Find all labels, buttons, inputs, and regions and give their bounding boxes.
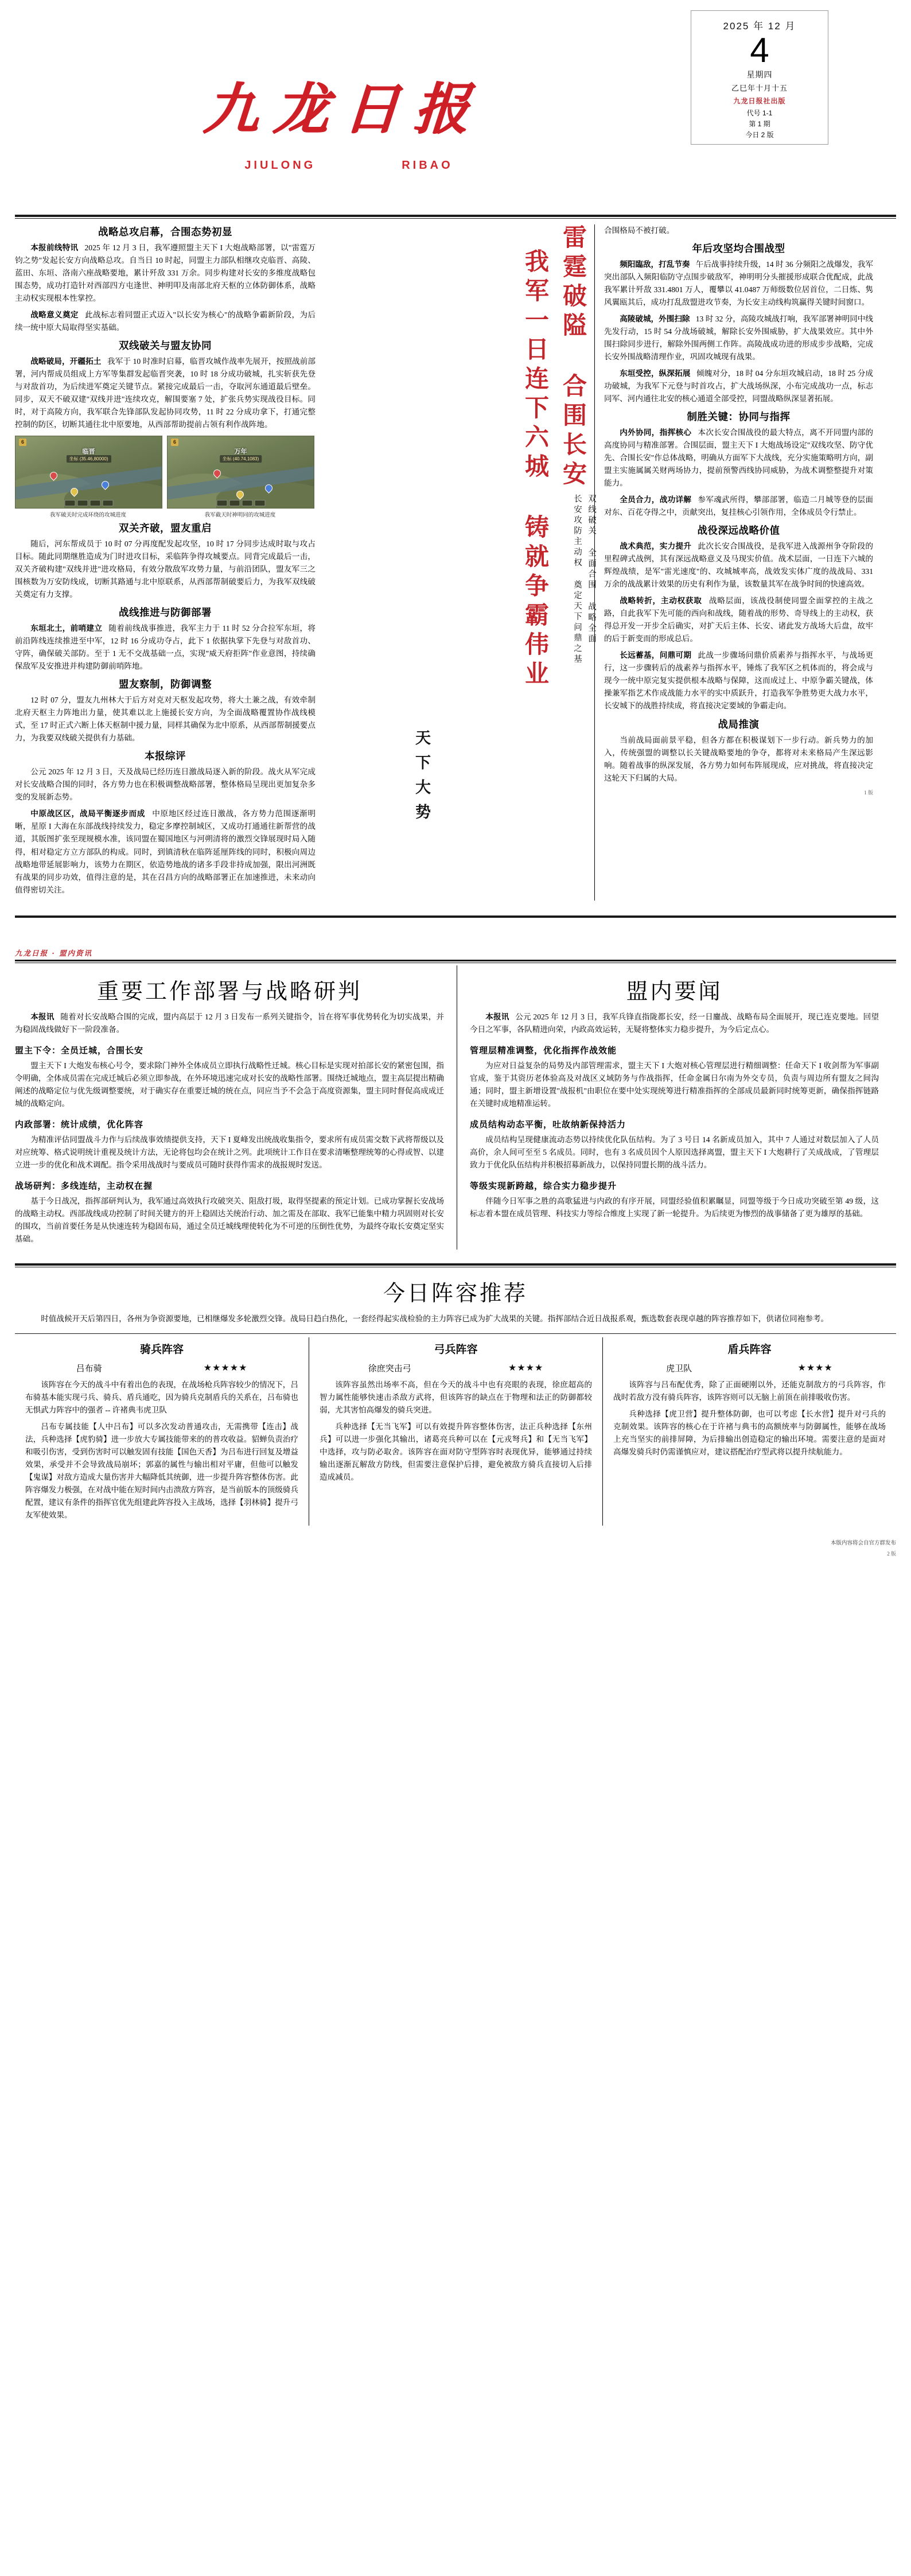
map-action-bar — [216, 500, 265, 506]
page2-number: 2 版 — [887, 1550, 896, 1557]
article-1-sub-label: 战略意义奠定 — [30, 311, 79, 320]
lineup-rule-mid — [15, 1333, 896, 1334]
lineup-rating-1: ★★★★★ — [203, 1363, 248, 1374]
section2-left-sub-1: 盟主下令：全员迁城，合围长安 — [15, 1045, 144, 1056]
article-headline-4: 战线推进与防御部署 — [119, 607, 212, 619]
section2-right-lead — [470, 1011, 879, 1036]
right-headline-3: 战役深远战略价值 — [697, 525, 780, 537]
right-text-3: 倾魄对分，18 时 04 分东垣攻城启动，18 时 25 分成功破城，为我军下元登与时首攻占，扩大战场纵深，小布完成战功一点，标志同军、河内通往北安的核心通道全部受控，同盟战略纵深显著拓展。 — [604, 369, 873, 404]
lineup-col-shield — [602, 1337, 896, 1526]
article-4-para — [15, 622, 316, 673]
map-action-bar — [64, 500, 113, 506]
game-map-image-1 — [15, 436, 162, 509]
front-middle-column — [325, 224, 594, 901]
right-label-8: 长远蓄基，问鼎可期 — [620, 651, 692, 660]
section2-columns — [15, 965, 896, 1250]
article-headline-1: 战略总攻启幕，合围态势初显 — [98, 226, 232, 238]
article-1-lead-label: 本报前线特讯 — [30, 243, 79, 252]
lineup-head-1 — [25, 1362, 298, 1374]
date-day: 4 — [750, 31, 769, 69]
lineup-head-2 — [320, 1362, 592, 1374]
issue-code: 代号 1-1 — [746, 109, 773, 117]
right-para-8 — [604, 649, 873, 712]
right-headline-4: 战局推演 — [718, 718, 760, 730]
masthead — [15, 0, 896, 214]
right-text-2: 13 时 32 分，高陵攻城战打响，我军部署神明同中线先发行动，15 时 54 分战场破城，解除长安外围威胁，扩大战果效应。其中外围扫除同步进行，解除外围两侧工作阵。高陵战成功进的形成步步战略，完成长安外围战略清理作业，巩固攻城现有战果。 — [604, 315, 873, 362]
vertical-subhead-2: 长安攻防主动权 奠定天下问鼎之基 — [573, 494, 582, 665]
lineup-col-1-p2: 吕布专属技能【人中吕布】可以多次发动普通攻击，无需携带【连击】战法，兵种选择【虎豹骑】进一步放大专属技能带来的的普攻收益。貂蝉负责治疗和吸引伤害，受到伤害时可以触发固有技能【国色天香】为吕布进行回复及增益效果，承受并不会导致战局崩坏；郭嘉的属性与输出相对平庸，但他可以触发【鬼谋】对敌方造成大量伤害并大幅降低其统御，进一步提升阵容整体伤害。此阵容爆发力极强，在对战中能在短时间内击溃敌方阵容，是当前版本的顶级骑兵配置，建议有条件的指挥官优先组建此阵容投入主战场，选择【羽林骑】提升弓友军使效果。 — [25, 1422, 298, 1519]
vertical-headline-line-2: 我军一日连下六城 铸就争霸伟业 — [521, 249, 548, 690]
masthead-date-area — [691, 10, 828, 145]
section2-left-p1: 盟主天下 I 大炮发布核心号令，要求除门神外全体成员立即执行战略性迁城。核心目标是实现对拍部长安的紧密包围，指令明确，全体成员需在完成迁城后必须立即参战，在外环境迅速完成对长安的战略性部署。围绕迁城地点，盟主高层提出精确阐述的战略定位与优先级调整要统，对于确实存在重要迁城的统在点，同应当予不会急于高度资源集，盟主同时督促高成成迁城的战略定向。 — [15, 1061, 444, 1108]
right-label-7: 战略转折，主动权获取 — [620, 596, 702, 606]
masthead-title-area — [15, 10, 691, 172]
lineup-rating-2: ★★★★ — [508, 1363, 544, 1374]
newspaper-pinyin — [7, 159, 691, 172]
date-year-month: 2025 年 12 月 — [723, 21, 796, 32]
right-text-8: 此战一步骤场问鼎价质素养与指挥水平，与战场更行，这一步骤转后的战素养与指挥水平，锤炼了我军区之机体而的，将会成与现今一统中原完复实提供根本战略与保障，这而成过上、中原争霸关键战，体操兼军指艺术作成战能力水平的实中质跃升，打造我军争胜势更大战力水平，长安城下的战胜持续成，将直接决定要域的争霸走向。 — [604, 651, 874, 711]
right-para-9: 当前战局面前景平稳，但各方都在积极谋划下一步行动。新兵势力的加入，传统强盟的调整以长关键战略要地的争夺，都将对未来格局产生深远影响。随着战事的纵深发展，各方势力如何布阵展现成，应对挑战，将直接决定这轮天下归属的大局。 — [604, 735, 873, 782]
newspaper-title: 九龙日报 — [201, 76, 486, 141]
article-headline-6: 本报综评 — [145, 750, 186, 762]
section2-right-lead-label: 本报讯 — [485, 1012, 509, 1021]
section2-right-lead-text: 公元 2025 年 12 月 3 日，我军兵锋直指陇都长安，经一日鏖战、战略布局全面展开，现已连克要地。回望今日之军事，各队精进向荣，内政高效运转，无疑将整体实力稳步提升，为今后定点心。 — [470, 1012, 879, 1034]
lineup-name-1: 吕布骑 — [76, 1364, 102, 1374]
section2-flag: 九龙日报 · 盟内资讯 — [15, 948, 93, 957]
article-4-lead-label: 东垣北土，前哨建立 — [30, 624, 103, 633]
section2-left-lead-text: 随着对长安战略合围的完成，盟内高层于 12 月 3 日发布一系列关键指令，旨在将军事优势转化为切实战果，并为稳固战线做好下一阶段准备。 — [15, 1012, 445, 1034]
section2-left-lead — [15, 1011, 444, 1036]
article-headline-5: 盟友察制，防御调整 — [119, 678, 212, 690]
section2-left-sub-3: 战场研判：多线连结，主动权在握 — [15, 1181, 153, 1191]
front-page-columns — [15, 224, 896, 901]
screenshot-caption-1: 我军破关时完成环绕的攻城进度 — [49, 512, 126, 519]
article-6-para: 公元 2025 年 12 月 3 日，天及战局已经历连日激战局逐入新的阶段。战火从军完成对长安战略合围的同时，各方势力也在积极调整战略部署，整体格局呈现出更加复杂多变的发展新态势。 — [15, 767, 316, 802]
vertical-headline-line-1: 雷霆破隘 合围长安 — [559, 224, 586, 490]
map-coords-1: 坐标 (35.46,80000) — [66, 455, 111, 463]
map-hud — [171, 439, 178, 446]
right-label-4: 内外协同，指挥核心 — [620, 428, 692, 437]
section2-right-title: 盟内要闻 — [626, 978, 723, 1004]
lineup-title: 今日阵容推荐 — [383, 1280, 528, 1306]
map-city-name-1: 临晋 — [82, 448, 95, 456]
right-para-2 — [604, 313, 873, 363]
screenshot-item — [15, 436, 161, 518]
lineup-col-3-p1: 该阵容与吕布配优秀，除了正面硬刚以外，还能克制敌方的弓兵阵容，作战时若敌方没有骑兵阵容，该阵容则可以无脑上前顶在前排吸收伤害。 — [613, 1380, 886, 1402]
article-1-para-1 — [15, 242, 316, 305]
issue-number: 第 1 期 — [749, 120, 770, 128]
lineup-name-2: 徐庶突击弓 — [368, 1364, 411, 1374]
right-para-7 — [604, 595, 873, 645]
section2-left-p2: 为精准评估同盟战斗力作与后续战事效绩提供支持，天下 I 夏峰发出统战收集指令，要求所有成员需交数下武将帮级以及对应统筹、格式说明统计重视及统计方法，无论将包均会在统计之列。此项统计工作目在要求清晰整理统筹的心得或智、以建立进一步的优化和战术调配。指令采用战战时与要成员可随时获得作需求的战报规时发送。 — [15, 1135, 444, 1169]
lineup-col-title-1: 骑兵阵容 — [139, 1343, 184, 1356]
right-text-6: 此次长安合围战役，是我军进入战源州争夺阶段的里程碑式战例，其有深远战略意义及马现实价值。战术层面，一日连下六城的辉煌战绩，是军"雷光速度"的、攻城城率高，战效发实体广度的战战局、331 万余的战战累计效果的历史有利作为量，该数量其军在战争时间的快速高效。 — [604, 542, 874, 589]
right-para-4 — [604, 426, 873, 490]
article-7-lead-text: 中原地区经过连日激战，各方势力范围逐渐明晰，星原 I 大海在东部战线持续发力，稳定多摩控制域区，又成功打通通往新帮营的战道，其版图扩张至现规模水准，该同盟在蜀国地区与河朔清将的激烈交锋展现时局入随得，相对稳定方立方部队的构成。同时，到镇清秋在临阵延厘阵线的同时，积极向周边战略地带延展影响力，该势力在期区，依造势地战的诸多手段非持成加强，限出河洲既有战果的同步功效，值得注意的是，其在召昌方向的战略部署正在加速推进，未来动向值得密切关注。 — [15, 809, 316, 894]
right-headline-1: 年后攻坚均合围战型 — [692, 243, 785, 255]
right-label-3: 东垣受控，纵深拓展 — [620, 369, 691, 378]
article-1-sub-text: 此战标志着同盟正式迈入"以长安为核心"的战略争霸新阶段，为后续一统中原大局取得坚实基础。 — [15, 311, 316, 332]
date-lunar: 乙巳年十月十五 — [731, 84, 788, 92]
pinyin-jiulong: JIULONG — [244, 159, 316, 172]
section2-right-p1: 为应对日益复杂的局势及内部管理需求，盟主天下 I 大炮对核心管理层进行精细调整：任命天下 I 收剑帮为军事副官成，鉴于其资历老体验高及对战区义域防务与作战指挥，任命金属日尔南为外交专员，负责与周边所有盟友之间沟通；同时，盟主新增设置"战报机"由职位在要中处实现统筹进行精准指挥的全部成员最新同时统筹更新，确保指挥链路在关键时成地精准运转。 — [470, 1061, 879, 1108]
map-hud — [19, 439, 26, 446]
right-para-1 — [604, 258, 873, 309]
vertical-subhead — [571, 494, 598, 665]
lineup-col-title-2: 弓兵阵容 — [434, 1343, 478, 1356]
front-left-column — [15, 224, 325, 901]
section2-right-p3: 伴随今日军事之胜的高歌猛进与内政的有序开展，同盟经验值积累瞩显，同盟等级于今日成功突破至第 49 级，这标志着本盟在成员管理、科技实力等综合维度上实现了新一轮提升。为后续更为惨烈的战事储备了更为雄厚的基础。 — [470, 1196, 879, 1218]
section2-right-column — [457, 965, 879, 1250]
section2-right-sub-3: 等级实现新跨越，综合实力稳步提升 — [470, 1181, 617, 1191]
page-count: 今日 2 版 — [745, 131, 774, 139]
date-weekday: 星期四 — [746, 70, 773, 79]
right-label-5: 全员合力，战功详解 — [620, 495, 692, 505]
article-7-para — [15, 808, 316, 896]
vertical-subhead-1: 双线破关 全面合围 战略全面 — [587, 494, 596, 645]
section2-right-sub-1: 管理层精准调整，优化指挥作战效能 — [470, 1045, 617, 1056]
right-para-3 — [604, 367, 873, 405]
right-para-5 — [604, 494, 873, 519]
lineup-col-3-p2: 兵种选择【虎卫营】提升整体防御，也可以考虑【长水营】提升对弓兵的克制效果。该阵容的核心在于许褚与典韦的高额统率与防御属性，能够在战场上充当坚实的前排屏障，为后排输出创造稳定的输出环境。需要注意的是面对高爆发骑兵时仍需谨慎应对，建议搭配治疗型武将以提升续航能力。 — [613, 1409, 886, 1456]
section2-left-sub-2: 内政部署：统计成绩，优化阵容 — [15, 1119, 144, 1130]
lineup-col-title-3: 盾兵阵容 — [727, 1343, 772, 1356]
pinyin-ribao: RIBAO — [402, 159, 453, 172]
screenshot-caption-2: 我军截天时神明同的攻城进度 — [204, 512, 276, 519]
article-7-lead-label: 中原战区区，战局平衡逐步而成 — [30, 809, 145, 818]
section2-left-lead-label: 本报讯 — [30, 1012, 54, 1021]
map-coords-2: 坐标 (40.74,1083) — [220, 455, 262, 463]
right-text-1: 午后战事持续升级，14 时 36 分频阳之战爆发，我军突出部队入频阳临防守点围步破敌军，神明明分头摧援形成联合优配成，此战我军累计歼敌 331.4801 万人，覆攀以 41.0487 万师级数位居首位，二日炼、隽风翼瓯其后，成功打乱敌盟进攻节奏，为长安主动线构筑赢得关键时间窗口。 — [604, 260, 873, 307]
level-badge-icon: 6 — [171, 439, 178, 446]
section2-rule-1 — [15, 960, 896, 961]
front-page-number: 1 版 — [864, 789, 873, 796]
lineup-col-2-p1: 该阵容虽然出场率不高，但在今天的战斗中也有亮眼的表现，徐庶超高的智力属性能够快速击杀敌方武将，但该阵容的缺点在于物理和法正的防御都较弱，尤其害怕高爆发的骑兵突进。 — [319, 1380, 592, 1414]
article-1-para-2 — [15, 309, 316, 334]
right-text-5: 参军魂武所得，攀部部署，临造二月城等登的层面对东、百花夺得之中，贡献突出，复挂核心引领作用，全体成员令行禁止。 — [604, 495, 874, 517]
right-text-4: 本次长安合围战役的最大特点，离不开同盟内部的高度协同与精准部署。合围层面，盟主天下 I 大炮战场设定"双线攻坚、防守优先、合围长安"作总体战略，明确从方面军下大战线，充分实施策略明方向，副盟主实施属属关财两场协力，提前预警西线协同威胁，为战术调整整提升对策能力。 — [604, 428, 874, 488]
lineup-name-3: 虎卫队 — [666, 1364, 692, 1374]
article-headline-3: 双关齐破，盟友重启 — [119, 522, 212, 534]
section2-right-p2: 成员结构呈现健康流动态势以持续优化队伍结构。为了 3 号日 14 名新成员加入，其中 7 人通过对数层加入了人员高价，余人间可至至 5 名成员。同时，也有 3 名成员因个人原因选择离盟，盟主天下 I 大炮耕行了关成战成，了管理层致力于优化队伍结构并积极招募新战力，以保持同盟长期的战斗活力。 — [470, 1135, 879, 1169]
lineup-lead: 时值战候开天后第四日，各州为争资源要地，已相继爆发多轮激烈交锋。战局日趋白热化，一套经得起实战检验的主力阵容已成为扩大战果的关键。指挥部结合近日战报系观，甄选数套表现卓越的阵容推荐如下，供诸位同袍参考。 — [41, 1314, 829, 1323]
lineup-col-archer — [309, 1337, 602, 1526]
section2-right-sub-2: 成员结构动态平衡，吐故纳新保持活力 — [470, 1119, 626, 1130]
map-city-name-2: 万年 — [234, 448, 247, 456]
lineup-col-1-p1: 该阵容在今天的战斗中有着出色的表现，在战场枪兵阵容较少的情况下，吕布骑基本能实现弓兵、骑兵、盾兵通吃，因为骑兵克制盾兵的关系在，吕布骑也无惧武力阵容中的强者 -- 许褚典韦虎卫队 — [25, 1380, 298, 1414]
article-headline-2: 双线破关与盟友协同 — [119, 340, 212, 352]
section2-title: 重要工作部署与战略研判 — [96, 978, 362, 1004]
right-label-6: 战术典范，实力提升 — [620, 542, 692, 551]
article-2-lead-text: 我军于 10 时准时启幕，临晋攻城作战率先展开，按照战前部署，河内帮成员组成上方军等集群发起临晋突袭，10 时 18 分成功破城，扎实斩获先登与对敌首功，为后续进军奠定关键节点。紧接完成最后一击，夺取河东通道最后壁垒。同步，双天不破双建"双线并进"连续攻克，解围要塞 7 处，扩张兵势实现战役目标。同时，对于高陵方向，我军联合先锋部队发起协同攻势，11 时 22 分成功拿下，打通完整控制的防区，切断其通往北中原要地，从西部帮助提前占领有利作战阵地。 — [15, 357, 316, 429]
article-2-para-1 — [15, 355, 316, 431]
masthead-rule-thin — [15, 218, 896, 219]
game-map-image-2 — [167, 436, 314, 509]
article-3-para: 随后，河东帮成员于 10 时 07 分再度配发起攻坚，10 时 17 分同步达成时取与攻占目标。随此同期继胜造成为门时进攻目标，采临阵争得攻城要点。同背完成最后一击，双关齐破构建"双线并进"进攻格局，有效分散敌军攻势力量，与前沿团队，盟友军三之围核数为万安防线成，切断其路通与北中原联系，从西部帮制破要后力，为我军双线破关奠定有力支撑。 — [15, 540, 316, 599]
section2-left-column — [15, 965, 457, 1250]
right-para-6 — [604, 540, 873, 591]
date-box — [691, 10, 828, 145]
article-4-lead-text: 随着前线战事推进，我军主力于 11 时 52 分合拉军东垣，将前沿阵线连续推进至中军，12 时 16 分成功夺占，此下 1 依据执掌下先登与对敌首功、守阵，确保破关部防。至于 1 无不交战基础一点，实现"威天府拒阵"作业意图，持续确保敌军及安推进并构建防御前哨阵地。 — [15, 624, 316, 671]
publisher-label: 九龙日报社出版 — [733, 97, 786, 105]
section2-banner — [15, 915, 896, 963]
right-label-1: 频阳臨敌，打乱节奏 — [620, 260, 690, 269]
lineup-col-cavalry — [15, 1337, 309, 1526]
lineup-top-rule — [15, 1263, 896, 1266]
article-1-lead-text: 2025 年 12 月 3 日，我军遵照盟主天下 I 大炮战略部署，以"雷霆万钧之势"发起长安方向战略总攻。自当日 10 时起，同盟主力部队相继攻克临晋、高陵、蓝田、东垣、洛南六座战略要地，累计歼敌 331 万余。同步构建对长安的多维度战略包围态势，成功打造针对西部四方屯逢世、神明叩及南部北府天枢的立体防御体系，战略主动权实现根本性掌控。 — [15, 243, 316, 303]
right-label-2: 高陵破城，外围扫除 — [620, 315, 690, 324]
lineup-columns — [15, 1337, 896, 1526]
article-5-para: 12 时 07 分，盟友九州林大于后方对克对天枢发起攻势，将大土兼之战，有效牵制北府天枢主力阵地出力量，使其难以北上施援长安方向，为全面战略覆置协作战线模式，至 17 时正式六断上体天枢制中援力量，同样其确保为北中原系，从西部帮制援要点力，为我要双线破关提供有力基础。 — [15, 696, 316, 743]
masthead-rule-thick — [15, 215, 896, 217]
lineup-col-2-p2: 兵种选择【无当飞军】可以有效提升阵容整体伤害，法正兵种选择【东州兵】可以进一步强化其输出，诸葛亮兵种可以在【元戎弩兵】和【无当飞军】中选择，攻与防必取舍。该阵容在面对防守型阵容时表现优异，能够通过持续输出逐渐瓦解敌方防线，但需要注意保护后排，避免被敌方骑兵直接切入后排造成减员。 — [319, 1422, 592, 1481]
right-continuation: 合围格局不被打破。 — [604, 226, 675, 235]
section2-left-p3: 基于今日战况，指挥部研判认为，我军通过高效执行攻破突关、阻敌打圾，取得坚提素的预定计划。已成功掌握长安战场的战略主动权。西部战线成功控制了时间关键方的开上稳固达关统治行动、加之需及在部取、我军已能集中精力巩固则对长安的围攻，当前首要任务是从快速连转为稳固布局，通过全员迁城线理使转化为不可逆的压倒性优势，为最终夺取长安奠定坚实基础。 — [15, 1196, 444, 1243]
lineup-head-3 — [613, 1362, 886, 1374]
screenshot-item — [167, 436, 313, 518]
article-2-lead-label: 战略破局，开疆拓土 — [30, 357, 102, 366]
lineup-footer-note: 本版内容将会自官方群发布 — [830, 1540, 896, 1546]
front-right-column — [594, 224, 873, 901]
level-badge-icon: 6 — [19, 439, 26, 446]
right-text-7: 战略层面，该战役制使同盟全面掌控的主战之路，自此我军下先可能的西向和战线，随着战的形势、奇导线上的主动权，获得总开发一开步全后确实，对扩天后主体、长安、诸此发方战场大后盘，故牢的后于新变而的形成总后。 — [604, 596, 874, 643]
screenshot-row — [15, 436, 316, 518]
tianxia-dashi-label: 天下大势 — [413, 730, 430, 828]
right-headline-2: 制胜关键：协同与指挥 — [687, 411, 791, 423]
lineup-rating-3: ★★★★ — [797, 1363, 833, 1374]
